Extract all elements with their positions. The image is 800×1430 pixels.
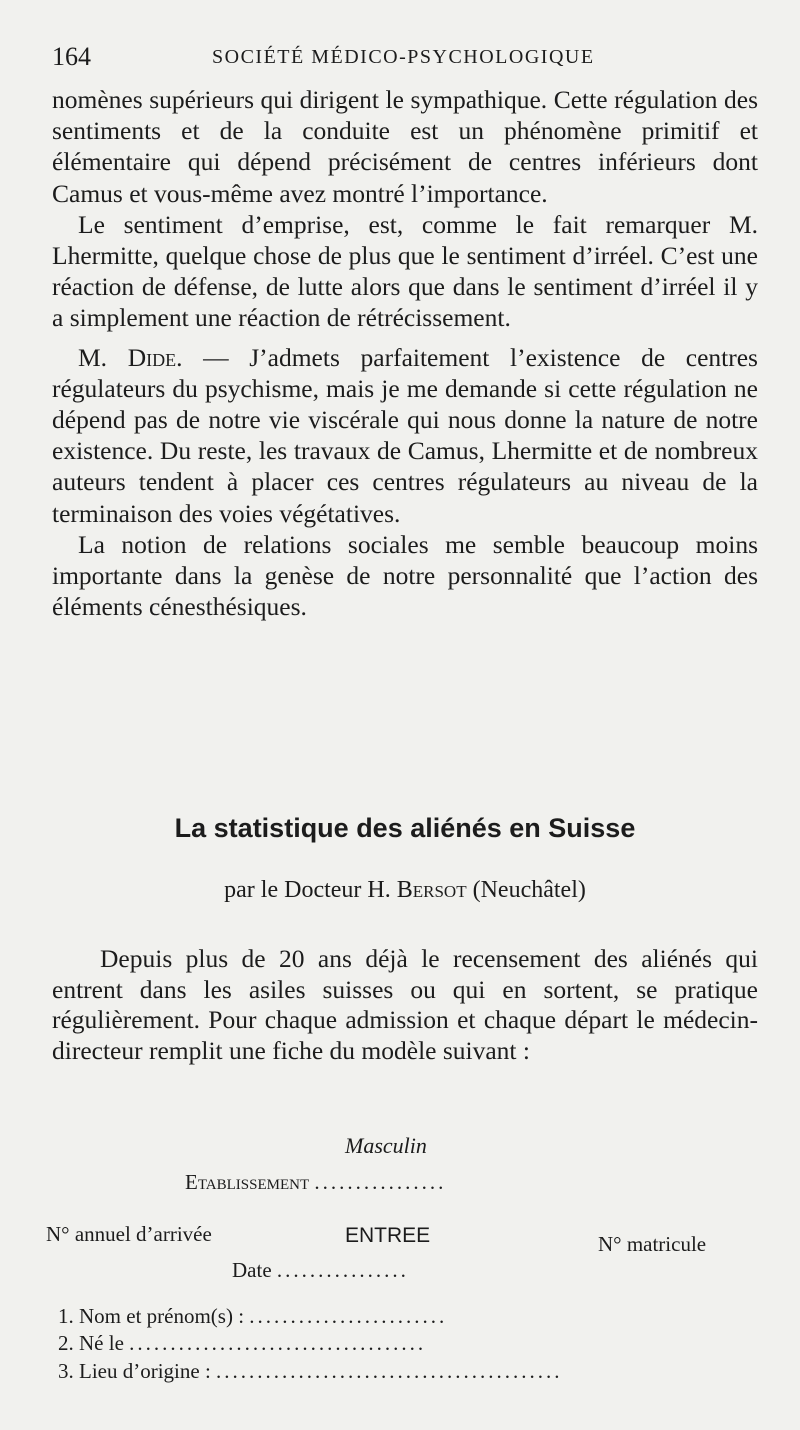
form-item: [58, 1359, 563, 1384]
article-title: La statistique des aliénés en Suisse: [174, 813, 636, 843]
form-item: [58, 1304, 447, 1329]
speaker-name: Dide: [127, 342, 177, 372]
form-matricule: N° matricule: [598, 1232, 707, 1256]
paragraph: La notion de relations sociales me semble beaucoup moins importante dans la genèse de notre personnalité que l’action des éléments cénesthésiques.: [52, 529, 758, 622]
item-label: 1. Nom et prénom(s) :: [58, 1304, 245, 1328]
article-intro: [52, 944, 758, 1066]
form-item: [58, 1331, 426, 1356]
item-dots: ....................................: [129, 1331, 427, 1355]
author-name: Bersot: [396, 877, 467, 903]
paragraph: Le sentiment d’emprise, est, comme le fait remarquer M. Lhermitte, quelque chose de plus que le sentiment d’irréel. C’est une réaction de défense, de lutte alors que dans le sentiment d’irréel il y a simplement une réaction de rétrécissement.: [52, 209, 758, 333]
form-gender: Masculin: [345, 1133, 427, 1158]
page-number: 164: [52, 42, 91, 71]
byline-suffix: (Neuchâtel): [466, 877, 586, 903]
form-entree: ENTREE: [345, 1224, 431, 1247]
item-label: 2. Né le: [58, 1331, 124, 1355]
paragraph-dide: [52, 342, 758, 529]
article-byline: [52, 877, 758, 904]
byline-prefix: par le Docteur H.: [224, 877, 397, 903]
item-dots: ........................: [249, 1304, 448, 1328]
form-arrival-number: N° annuel d’arrivée: [46, 1222, 212, 1246]
speaker-text: . — J’admets parfaitement l’existence de centres régulateurs du psychisme, mais je me demande si cette régulation ne dépend pas de notre vie viscérale qui nous donne la nature de notre existence. Du reste, les travaux de Camus, Lhermitte et de nombreux auteurs tendent à placer ces centres régulateurs au niveau de la terminaison des voies végétatives.: [52, 342, 758, 528]
paragraph: nomènes supérieurs qui dirigent le sympathique. Cette régulation des sentiments et de la conduite est un phénomène primitif et élémentaire qui dépend précisément de centres inférieurs dont Camus et vous-même avez montré l’importance.: [52, 85, 758, 208]
date-label: Date: [232, 1258, 272, 1282]
speaker-prefix: M.: [78, 342, 128, 372]
item-dots: ..........................................: [216, 1359, 563, 1383]
date-dots: ................: [276, 1258, 409, 1282]
form-date-line: [232, 1258, 409, 1283]
form-etablissement-line: [185, 1170, 446, 1195]
discussion-text: [52, 84, 758, 622]
running-title: SOCIÉTÉ MÉDICO-PSYCHOLOGIQUE: [212, 46, 595, 68]
etablissement-dots: ................: [314, 1170, 447, 1194]
intro-paragraph: Depuis plus de 20 ans déjà le recensement des aliénés qui entrent dans les asiles suisses ou qui en sortent, se pratique régulièrement. Pour chaque admission et chaque départ le médecin-directeur remplit une fiche du modèle suivant :: [52, 944, 758, 1065]
etablissement-label: Etablissement: [185, 1170, 310, 1194]
item-label: 3. Lieu d’origine :: [58, 1359, 211, 1383]
running-header: [52, 42, 760, 76]
